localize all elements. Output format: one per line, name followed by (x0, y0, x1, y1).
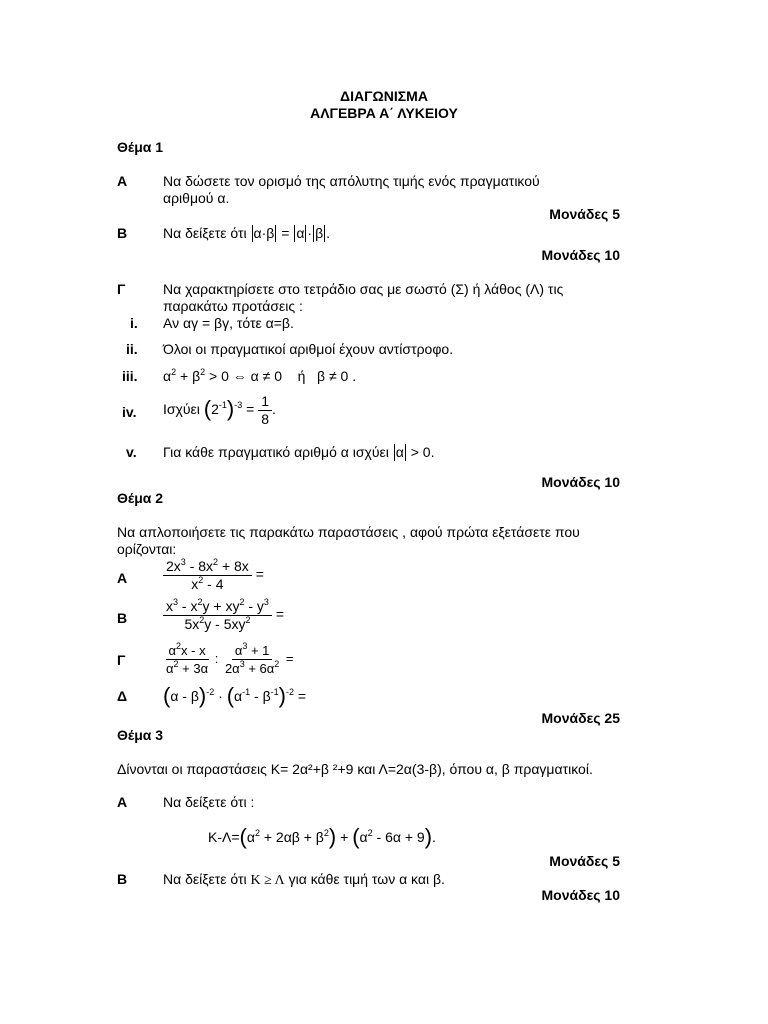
topic-2-points: Μονάδες 25 (541, 710, 620, 726)
topic-3-intro: Δίνονται οι παραστάσεις Κ= 2α²+β ²+9 και Λ=2α(3-β), όπου α, β πραγματικοί. (117, 761, 593, 777)
statement-i-num: i. (130, 315, 138, 331)
topic-1-b-formula: α·β = α · β . (253, 225, 331, 241)
topic-3-a-text: Να δείξετε ότι : (163, 794, 255, 810)
statement-ii-num: ii. (126, 341, 138, 357)
statement-iv-text: Ισχύει (163, 401, 200, 418)
topic-1-c-points: Μονάδες 10 (541, 474, 620, 490)
topic-1-c-letter: Γ (117, 281, 126, 297)
topic-2-intro-line2: ορίζονται: (117, 541, 177, 557)
topic-1-heading: Θέμα 1 (117, 139, 164, 155)
statement-iii: $\alpha^2 + \beta^2 > 0$ ⇔ α ≠ 0 ή β ≠ 0 . (163, 367, 357, 384)
topic-1-b-points: Μονάδες 10 (541, 247, 620, 263)
statement-i: Αν αγ = βγ, τότε α=β. (163, 315, 294, 331)
statement-v-num: v. (126, 444, 137, 460)
topic-1-c-line1: Να χαρακτηρίσετε στο τετράδιο σας με σωστό (Σ) ή λάθος (Λ) τις (163, 281, 564, 297)
topic-2-c-letter: Γ (117, 652, 126, 668)
statement-iii-num: iii. (122, 368, 138, 384)
topic-1-b-statement (163, 225, 330, 242)
exam-subtitle: ΑΛΓΕΒΡΑ Α΄ ΛΥΚΕΙΟΥ (310, 105, 458, 121)
topic-1-a-line1: Να δώσετε τον ορισμό της απόλυτης τιμής ενός πραγματικού (163, 173, 540, 189)
expression-a: $\frac{2x^3 - 8x^2 + 8x}{x^2 - 4}$ = (163, 559, 264, 592)
topic-3-a-points: Μονάδες 5 (549, 853, 620, 869)
expression-d: $(\alpha - \beta)^{-2} \cdot (\alpha^{-1} - \beta^{-1})^{-2}$ = (163, 683, 307, 708)
topic-3-b-formula: Κ ≥ Λ (250, 873, 285, 888)
statement-v-text: Για κάθε πραγματικό αριθμό α ισχύει (163, 444, 389, 460)
statement-ii: Όλοι οι πραγματικοί αριθμοί έχουν αντίστροφο. (163, 341, 454, 357)
topic-3-b-text-post: για κάθε τιμή των α και β. (288, 871, 445, 887)
topic-1-b-letter: Β (117, 225, 128, 241)
topic-3-b-letter: Β (117, 871, 128, 887)
topic-1-a-line2: αριθμού α. (163, 190, 230, 206)
topic-2-intro-line1: Να απλοποιήσετε τις παρακάτω παραστάσεις , αφού πρώτα εξετάσετε που (117, 524, 580, 540)
topic-3-b-points: Μονάδες 10 (541, 887, 620, 903)
topic-2-d-letter: Δ (117, 688, 128, 704)
topic-2-a-letter: Α (117, 570, 128, 586)
topic-1-b-text: Να δείξετε ότι (163, 225, 247, 241)
topic-3-a-formula: $K-\Lambda=(\alpha^2 + 2\alpha\beta + \beta^2) + (\alpha^2 - 6\alpha + 9)$. (208, 824, 436, 849)
expression-c: $\frac{\alpha^2x - x}{\alpha^2 + 3\alpha}$ : $\frac{\alpha^3 + 1}{2\alpha^3 + 6\alpha^2}$ = (166, 641, 294, 676)
topic-3-a-letter: Α (117, 794, 128, 810)
topic-3-heading: Θέμα 3 (117, 727, 164, 743)
statement-v: Για κάθε πραγματικό αριθμό α ισχύει α > 0. (163, 444, 435, 460)
topic-1-c-line2: παρακάτω προτάσεις : (163, 298, 303, 314)
exam-title: ΔΙΑΓΩΝΙΣΜΑ (340, 88, 428, 104)
topic-3-b-statement (163, 871, 445, 889)
topic-1-a-letter: Α (117, 173, 128, 189)
expression-b: $\frac{x^3 - x^2y + xy^2 - y^3}{5x^2y - 5xy^2}$ = (163, 599, 284, 632)
topic-2-b-letter: Β (117, 610, 128, 626)
topic-2-heading: Θέμα 2 (117, 490, 164, 506)
topic-3-b-text-pre: Να δείξετε ότι (163, 871, 247, 887)
statement-iv-num: iv. (122, 404, 137, 420)
topic-1-a-points: Μονάδες 5 (549, 206, 620, 222)
statement-iv: Ισχύει $(2^{-1})^{-3}$ = $\frac{1}{8}$ . (163, 393, 276, 427)
